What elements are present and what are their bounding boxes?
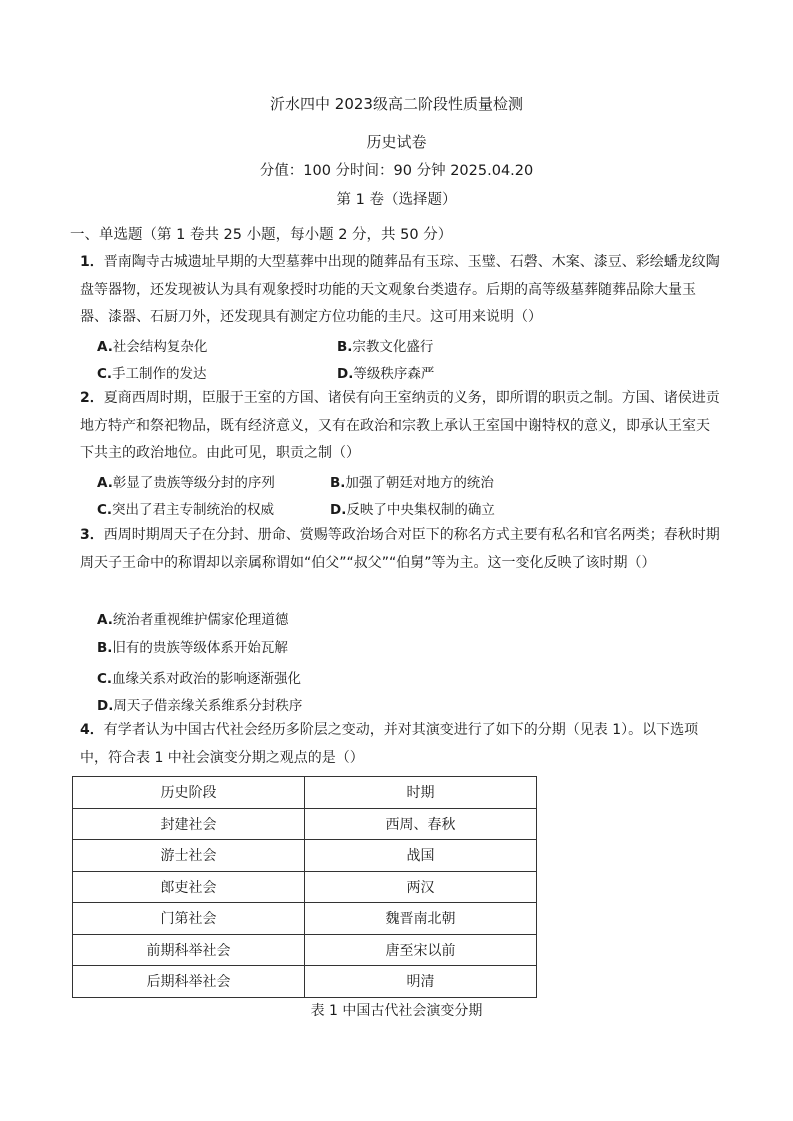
question-stem: 西周时期周天子在分封、册命、赏赐等政治场合对臣下的称名方式主要有私名和官名两类；春秋时期周天子王命中的称谓却以亲属称谓如“伯父”“叔父”“伯舅”等为主。这一变化反映了该时期（） (80, 527, 720, 571)
question-number: 3． (80, 527, 104, 543)
table-cell: 郎吏社会 (73, 871, 305, 903)
history-periods-table (72, 776, 537, 998)
table-cell: 魏晋南北朝 (305, 903, 537, 935)
option-b: B.旧有的贵族等级体系开始瓦解 (97, 640, 288, 656)
question-stem: 夏商西周时期，臣服于王室的方国、诸侯有向王室纳贡的义务，即所谓的职贡之制。方国、诸侯进贡地方特产和祭祀物品，既有经济意义，又有在政治和宗教上承认王室国中谢特权的意义，即承认王室天下共主的政治地位。由此可见，职贡之制（） (80, 390, 720, 461)
table-caption: 表 1 中国古代社会演变分期 (310, 1003, 483, 1019)
table-header-row (73, 777, 537, 809)
option-a: A.社会结构复杂化 (97, 339, 208, 355)
table-cell: 门第社会 (73, 903, 305, 935)
table-cell: 战国 (305, 840, 537, 872)
table-cell: 西周、春秋 (305, 808, 537, 840)
option-a: A.彰显了贵族等级分封的序列 (97, 475, 275, 491)
option-d: D.周天子借亲缘关系维系分封秩序 (97, 698, 303, 714)
option-a: A.统治者重视维护儒家伦理道德 (97, 612, 289, 628)
option-d: D.等级秩序森严 (337, 366, 435, 382)
table-cell: 封建社会 (73, 808, 305, 840)
exam-subject: 历史试卷 (366, 133, 427, 151)
question-2 (80, 385, 720, 468)
question-1 (80, 249, 720, 332)
table-row (73, 808, 537, 840)
option-d: D.反映了中央集权制的确立 (330, 502, 495, 518)
table-cell: 后期科举社会 (73, 966, 305, 998)
question-stem: 晋南陶寺古城遗址早期的大型墓葬中出现的随葬品有玉琮、玉璧、石磬、木案、漆豆、彩绘蟠龙纹陶盘等器物，还发现被认为具有观象授时功能的天文观象台类遗存。后期的高等级墓葬随葬品除大量玉器、漆器、石厨刀外，还发现具有测定方位功能的圭尺。这可用来说明（） (80, 254, 720, 325)
question-stem: 有学者认为中国古代社会经历多阶层之变动，并对其演变进行了如下的分期（见表 1）。以下选项中，符合表 1 中社会演变分期之观点的是（） (80, 722, 699, 766)
option-b: B.宗教文化盛行 (337, 339, 434, 355)
question-number: 4． (80, 722, 104, 738)
option-c: C.突出了君主专制统治的权威 (97, 502, 275, 518)
table-cell: 两汉 (305, 871, 537, 903)
table-cell: 游士社会 (73, 840, 305, 872)
table-cell: 前期科举社会 (73, 934, 305, 966)
exam-title: 沂水四中 2023级高二阶段性质量检测 (270, 95, 523, 113)
volume-heading: 第 1 卷（选择题） (336, 192, 457, 208)
table-row (73, 871, 537, 903)
table-cell: 唐至宋以前 (305, 934, 537, 966)
table-header-cell: 时期 (305, 777, 537, 809)
table-row (73, 840, 537, 872)
table-cell: 明清 (305, 966, 537, 998)
section-heading: 一、单选题（第 1 卷共 25 小题，每小题 2 分，共 50 分） (70, 227, 453, 243)
question-number: 1． (80, 254, 104, 270)
option-c: C.手工制作的发达 (97, 366, 207, 382)
option-c: C.血缘关系对政治的影响逐渐强化 (97, 671, 302, 687)
question-4 (80, 717, 720, 772)
table-row (73, 934, 537, 966)
table-row (73, 966, 537, 998)
question-3 (80, 522, 720, 577)
option-b: B.加强了朝廷对地方的统治 (330, 475, 494, 491)
exam-meta: 分值：100 分时间：90 分钟 2025.04.20 (259, 163, 534, 179)
question-number: 2． (80, 390, 104, 406)
table-header-cell: 历史阶段 (73, 777, 305, 809)
table-row (73, 903, 537, 935)
